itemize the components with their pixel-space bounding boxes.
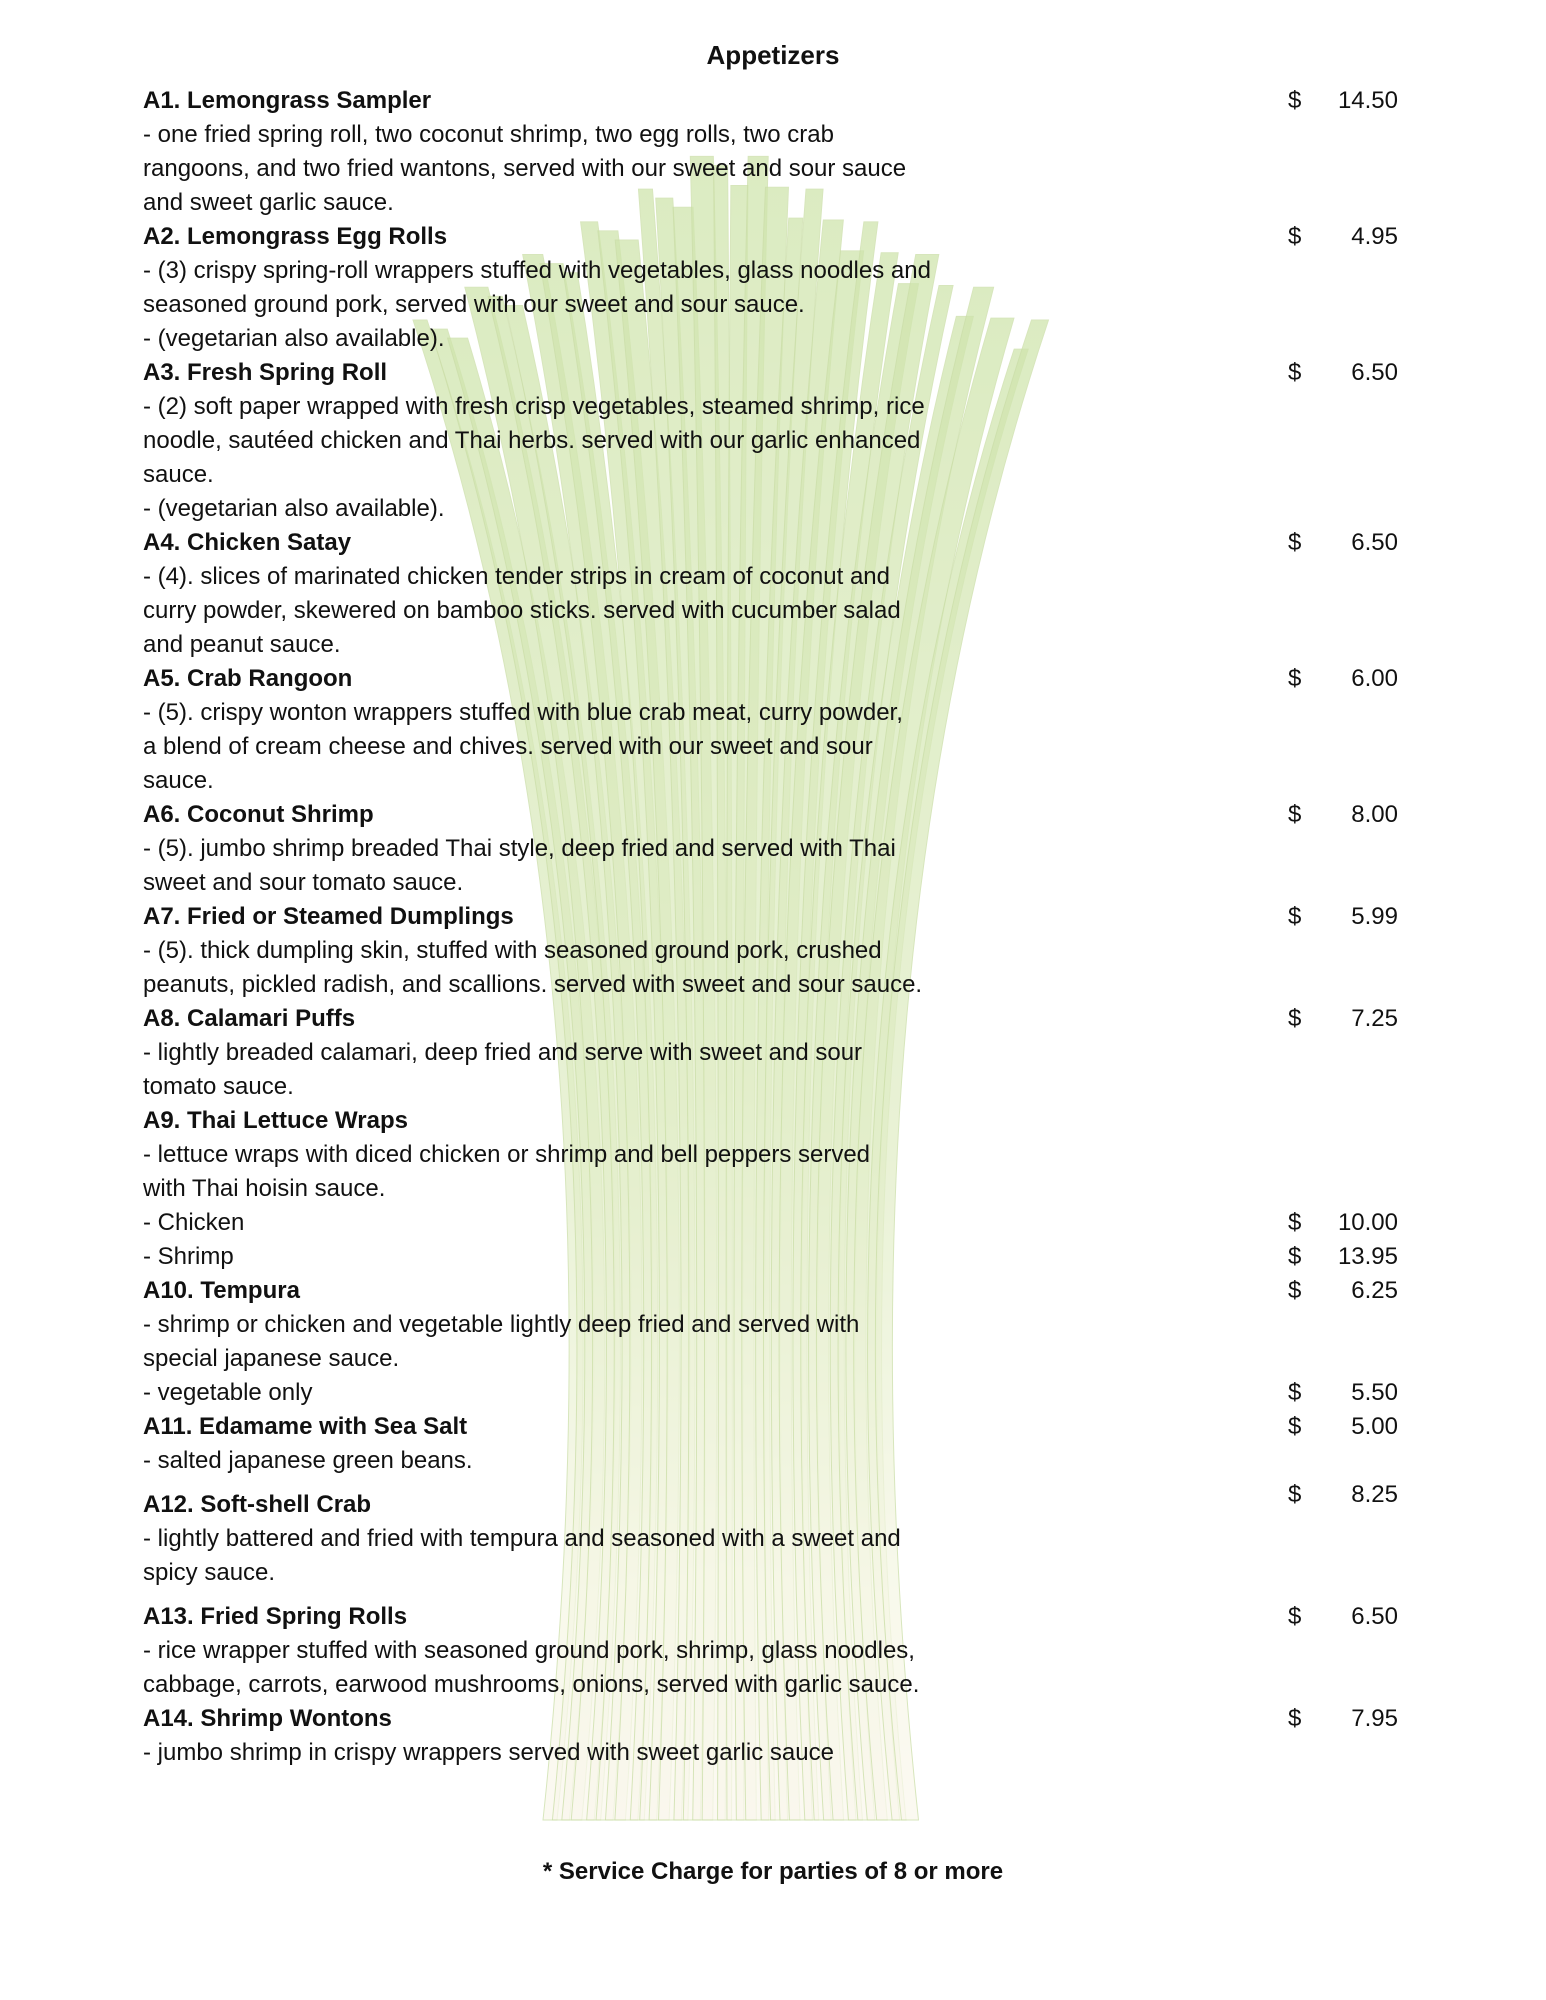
menu-item-description: - salted japanese green beans. <box>143 1447 473 1474</box>
currency-symbol: $ <box>1288 1413 1302 1440</box>
menu-item-description: - shrimp or chicken and vegetable lightly deep fried and served with <box>143 1311 860 1338</box>
price-amount: 6.25 <box>1351 1277 1398 1304</box>
price-amount: 7.25 <box>1351 1005 1398 1032</box>
price-amount: 6.50 <box>1351 359 1398 386</box>
menu-item-description: - vegetable only <box>143 1379 313 1406</box>
menu-item-name: A10. Tempura <box>143 1277 300 1304</box>
currency-symbol: $ <box>1288 1209 1302 1236</box>
menu-item-name: A6. Coconut Shrimp <box>143 801 374 828</box>
menu-item-description: and sweet garlic sauce. <box>143 189 394 216</box>
menu-item-description: - (2) soft paper wrapped with fresh crisp vegetables, steamed shrimp, rice <box>143 393 925 420</box>
menu-item-name: A2. Lemongrass Egg Rolls <box>143 223 448 250</box>
menu-item-name: A12. Soft-shell Crab <box>143 1491 372 1518</box>
menu-item-description: special japanese sauce. <box>143 1345 400 1372</box>
price-amount: 5.99 <box>1351 903 1398 930</box>
currency-symbol: $ <box>1288 1481 1302 1508</box>
price-amount: 6.50 <box>1351 1603 1398 1630</box>
menu-item-description: cabbage, carrots, earwood mushrooms, onions, served with garlic sauce. <box>143 1671 920 1698</box>
menu-item-description: - (4). slices of marinated chicken tender strips in cream of coconut and <box>143 563 890 590</box>
currency-symbol: $ <box>1288 223 1302 250</box>
currency-symbol: $ <box>1288 801 1302 828</box>
price-amount: 8.00 <box>1351 801 1398 828</box>
menu-item-description: - lettuce wraps with diced chicken or shrimp and bell peppers served <box>143 1141 871 1168</box>
menu-item-description: - (5). jumbo shrimp breaded Thai style, deep fried and served with Thai <box>143 835 896 862</box>
menu-item-description: - (5). crispy wonton wrappers stuffed with blue crab meat, curry powder, <box>143 699 903 726</box>
price-amount: 5.50 <box>1351 1379 1398 1406</box>
currency-symbol: $ <box>1288 1705 1302 1732</box>
price-amount: 5.00 <box>1351 1413 1398 1440</box>
menu-item-description: spicy sauce. <box>143 1559 276 1586</box>
currency-symbol: $ <box>1288 87 1302 114</box>
currency-symbol: $ <box>1288 665 1302 692</box>
menu-item-description: - (3) crispy spring-roll wrappers stuffed with vegetables, glass noodles and <box>143 257 931 284</box>
currency-symbol: $ <box>1288 1005 1302 1032</box>
menu-item-description: - lightly breaded calamari, deep fried and serve with sweet and sour <box>143 1039 863 1066</box>
menu-item-description: a blend of cream cheese and chives. served with our sweet and sour <box>143 733 873 760</box>
currency-symbol: $ <box>1288 359 1302 386</box>
menu-item-name: A13. Fried Spring Rolls <box>143 1603 408 1630</box>
menu-item-description: - rice wrapper stuffed with seasoned ground pork, shrimp, glass noodles, <box>143 1637 915 1664</box>
menu-item-description: and peanut sauce. <box>143 631 341 658</box>
price-amount: 13.95 <box>1337 1243 1398 1270</box>
menu-item-name: A3. Fresh Spring Roll <box>143 359 388 386</box>
menu-item-name: A14. Shrimp Wontons <box>143 1705 392 1732</box>
menu-item-description: - (vegetarian also available). <box>143 325 445 352</box>
currency-symbol: $ <box>1288 1603 1302 1630</box>
menu-item-description: - one fried spring roll, two coconut shrimp, two egg rolls, two crab <box>143 121 834 148</box>
menu-item-description: sweet and sour tomato sauce. <box>143 869 464 896</box>
price-amount: 14.50 <box>1337 87 1398 114</box>
price-amount: 4.95 <box>1351 223 1398 250</box>
price-amount: 7.95 <box>1351 1705 1398 1732</box>
price-amount: 6.00 <box>1351 665 1398 692</box>
menu-item-description: rangoons, and two fried wantons, served with our sweet and sour sauce <box>143 155 907 182</box>
currency-symbol: $ <box>1288 903 1302 930</box>
menu-item-name: A9. Thai Lettuce Wraps <box>143 1107 408 1134</box>
menu-item-description: - Chicken <box>143 1209 245 1236</box>
menu-item-description: sauce. <box>143 461 214 488</box>
currency-symbol: $ <box>1288 1243 1302 1270</box>
menu-item-description: - (vegetarian also available). <box>143 495 445 522</box>
price-amount: 8.25 <box>1351 1481 1398 1508</box>
menu-item-description: with Thai hoisin sauce. <box>143 1175 386 1202</box>
page-title: Appetizers <box>706 40 840 70</box>
menu-item-description: peanuts, pickled radish, and scallions. served with sweet and sour sauce. <box>143 971 923 998</box>
menu-item-name: A5. Crab Rangoon <box>143 665 353 692</box>
price-amount: 6.50 <box>1351 529 1398 556</box>
menu-item-description: - lightly battered and fried with tempura and seasoned with a sweet and <box>143 1525 901 1552</box>
menu-item-description: seasoned ground pork, served with our sweet and sour sauce. <box>143 291 805 318</box>
menu-item-description: - jumbo shrimp in crispy wrappers served with sweet garlic sauce <box>143 1739 834 1766</box>
currency-symbol: $ <box>1288 529 1302 556</box>
service-charge-note: * Service Charge for parties of 8 or more <box>542 1858 1004 1885</box>
currency-symbol: $ <box>1288 1379 1302 1406</box>
menu-item-description: curry powder, skewered on bamboo sticks. served with cucumber salad <box>143 597 901 624</box>
menu-item-description: - (5). thick dumpling skin, stuffed with seasoned ground pork, crushed <box>143 937 882 964</box>
menu-item-name: A8. Calamari Puffs <box>143 1005 356 1032</box>
currency-symbol: $ <box>1288 1277 1302 1304</box>
menu-item-name: A11. Edamame with Sea Salt <box>143 1413 468 1440</box>
menu-item-name: A4. Chicken Satay <box>143 529 352 556</box>
menu-item-description: sauce. <box>143 767 214 794</box>
menu-item-name: A7. Fried or Steamed Dumplings <box>143 903 514 930</box>
menu-item-description: noodle, sautéed chicken and Thai herbs. served with our garlic enhanced <box>143 427 921 454</box>
menu-item-description: - Shrimp <box>143 1243 234 1270</box>
menu-item-name: A1. Lemongrass Sampler <box>143 87 432 114</box>
menu-item-description: tomato sauce. <box>143 1073 294 1100</box>
price-amount: 10.00 <box>1337 1209 1398 1236</box>
